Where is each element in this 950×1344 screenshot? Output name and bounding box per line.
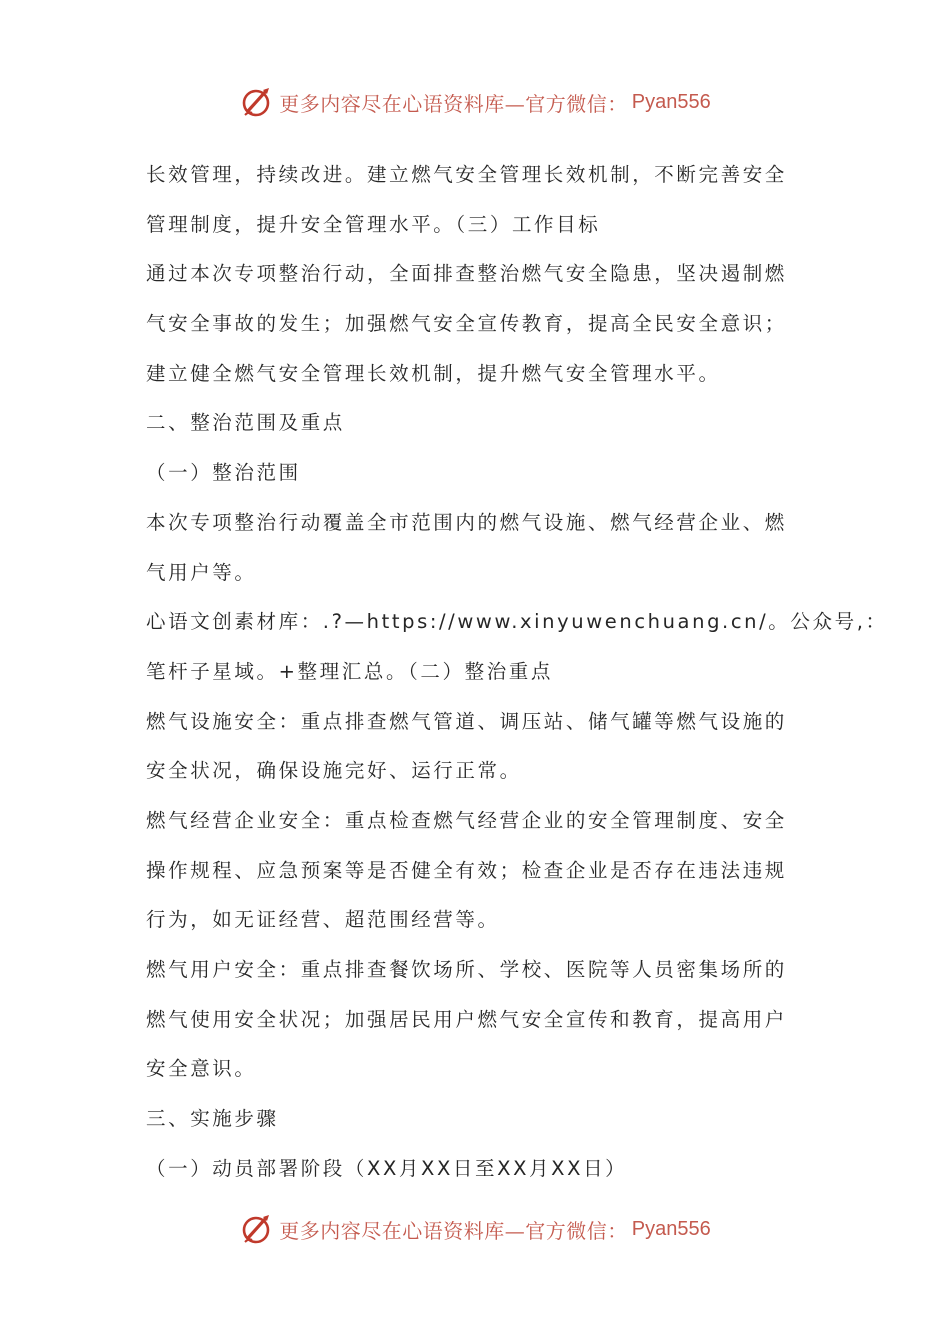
watermark-header <box>0 82 950 122</box>
text-line: 长效管理，持续改进。建立燃气安全管理长效机制，不断完善安全 <box>146 163 787 186</box>
text-line: 心语文创素材库：.?—https://www.xinyuwenchuang.cn/。公众号,： <box>146 610 888 634</box>
text-line: 管理制度，提升安全管理水平。（三）工作目标 <box>146 212 601 236</box>
subsection-heading: （一）整治范围 <box>146 461 301 485</box>
text-line: 行为，如无证经营、超范围经营等。 <box>146 908 500 932</box>
text-line: 本次专项整治行动覆盖全市范围内的燃气设施、燃气经营企业、燃 <box>146 510 787 534</box>
watermark-text: 更多内容尽在心语资料库—官方微信： <box>279 1218 628 1243</box>
text-line: 通过本次专项整治行动，全面排查整治燃气安全隐患，坚决遏制燃 <box>146 262 787 286</box>
text-line: 操作规程、应急预案等是否健全有效；检查企业是否存在违法违规 <box>146 858 787 882</box>
watermark-footer <box>0 1209 950 1249</box>
text-line: 建立健全燃气安全管理长效机制，提升燃气安全管理水平。 <box>146 361 721 385</box>
section-heading: 二、整治范围及重点 <box>146 411 345 435</box>
pen-logo-icon <box>239 84 275 120</box>
subsection-heading: （一）动员部署阶段（XX月XX日至XX月XX日） <box>146 1156 628 1180</box>
pen-logo-icon <box>239 1211 275 1247</box>
section-heading: 三、实施步骤 <box>146 1107 279 1131</box>
text-line: 安全意识。 <box>146 1057 257 1081</box>
watermark-text: 更多内容尽在心语资料库—官方微信： <box>279 91 628 116</box>
text-line: 燃气使用安全状况；加强居民用户燃气安全宣传和教育，提高用户 <box>146 1007 787 1031</box>
text-line: 燃气经营企业安全：重点检查燃气经营企业的安全管理制度、安全 <box>146 808 787 832</box>
watermark-wechat-id: Pyan556 <box>631 1217 711 1240</box>
text-line: 气用户等。 <box>146 560 257 584</box>
watermark-wechat-id: Pyan556 <box>631 90 711 113</box>
text-line: 安全状况，确保设施完好、运行正常。 <box>146 759 522 783</box>
document-body <box>146 150 888 1193</box>
text-line: 气安全事故的发生；加强燃气安全宣传教育，提高全民安全意识； <box>146 312 787 336</box>
text-line: 笔杆子星域。+整理汇总。（二）整治重点 <box>146 659 553 683</box>
text-line: 燃气用户安全：重点排查餐饮场所、学校、医院等人员密集场所的 <box>146 958 787 981</box>
text-line: 燃气设施安全：重点排查燃气管道、调压站、储气罐等燃气设施的 <box>146 709 787 733</box>
